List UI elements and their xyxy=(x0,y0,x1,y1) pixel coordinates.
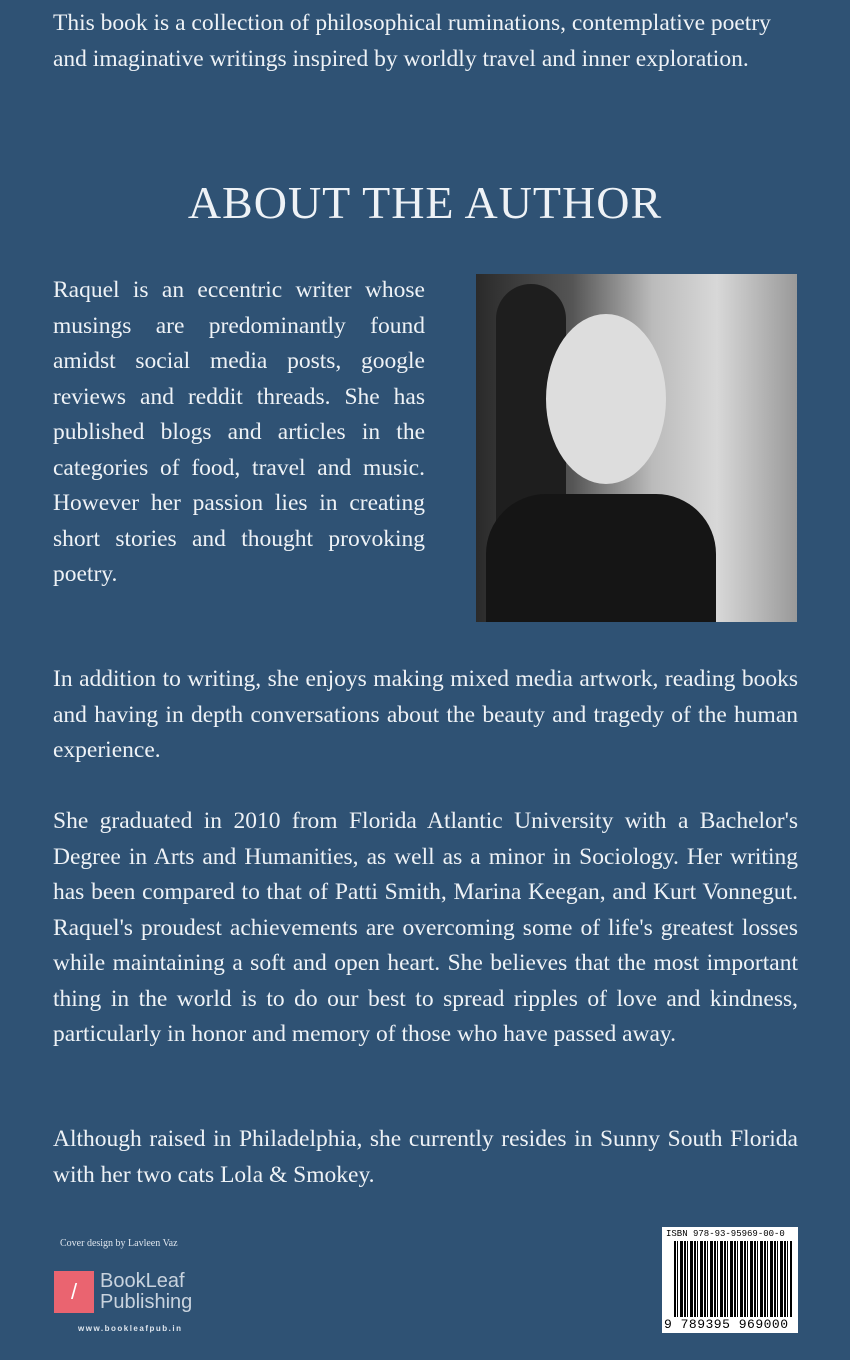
logo-line2: Publishing xyxy=(100,1291,193,1313)
cover-credit: Cover design by Lavleen Vaz xyxy=(60,1238,178,1249)
bio-paragraph: In addition to writing, she enjoys making mixed media artwork, reading books and having in depth conversations about the beauty and tragedy of the human experience. xyxy=(53,666,798,763)
bio-paragraph: Although raised in Philadelphia, she currently resides in Sunny South Florida with her two cats Lola & Smokey. xyxy=(53,1126,798,1188)
publisher-url: www.bookleafpub.in xyxy=(78,1324,183,1333)
ean-number: 9 789395 969000 xyxy=(664,1317,789,1332)
isbn-barcode xyxy=(662,1227,798,1333)
author-photo xyxy=(476,274,797,622)
logo-line1: BookLeaf xyxy=(100,1270,185,1292)
about-author-heading: ABOUT THE AUTHOR xyxy=(187,177,663,228)
bio-paragraph: She graduated in 2010 from Florida Atlantic University with a Bachelor's Degree in Arts and Humanities, as well as a minor in Sociology. Her writing has been compared to that of Patti Smith, Marina Keegan, and Kurt Vonnegut. Raquel's proudest achievements are overcoming some of life's greatest losses while maintaining a soft and open heart. She believes that the most important thing in the world is to do our best to spread ripples of love and kindness, particularly in honor and memory of those who have passed away. xyxy=(53,808,798,1047)
bio-paragraph: Raquel is an eccentric writer whose musings are predominantly found amidst social media posts, google reviews and reddit threads. She has published blogs and articles in the categories of food, travel and music. However her passion lies in creating short stories and thought provoking poetry. xyxy=(53,277,425,587)
logo-mark-icon: / xyxy=(54,1271,94,1313)
barcode-bars xyxy=(674,1241,792,1317)
book-description: This book is a collection of philosophical ruminations, contemplative poetry and imaginative writings inspired by worldly travel and inner exploration. xyxy=(53,10,771,72)
publisher-logo xyxy=(54,1271,192,1313)
isbn-label: ISBN 978-93-95969-00-0 xyxy=(666,1229,785,1239)
